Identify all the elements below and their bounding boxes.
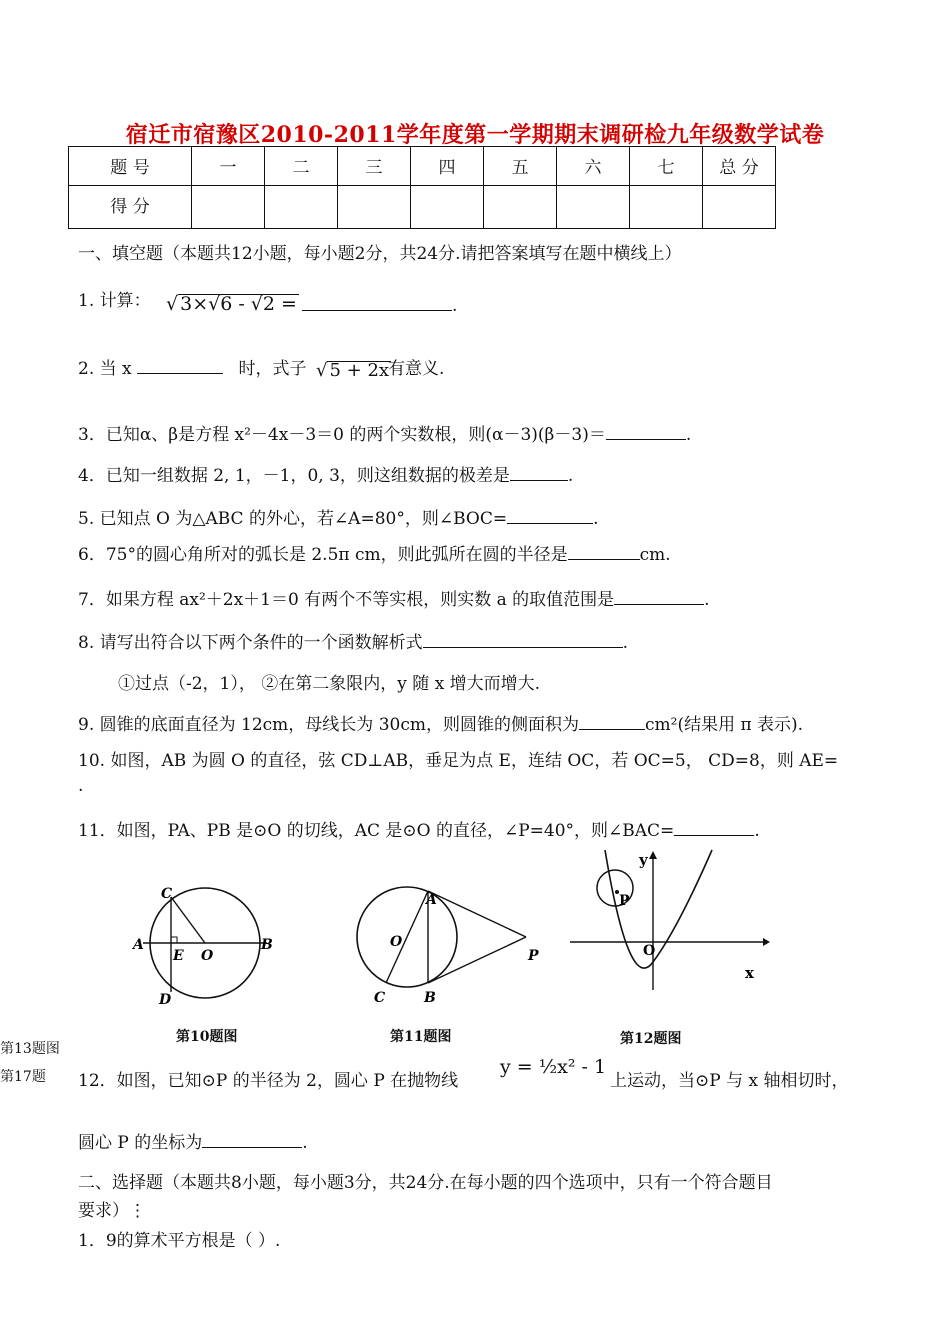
fig11-label: A [426, 892, 437, 908]
q2-number: 2. [78, 359, 95, 379]
fig11-tangent-pb [428, 937, 526, 983]
header-cell: 题 号 [69, 147, 192, 186]
fig10-segment-oc [171, 897, 205, 943]
fig11-tangent-pa [428, 891, 526, 937]
q6-answer-blank[interactable] [568, 543, 640, 560]
header-cell: 总 分 [703, 147, 776, 186]
fig11-label: B [424, 990, 436, 1006]
question-1 [78, 286, 151, 311]
header-cell: 五 [484, 147, 557, 186]
q8-conditions: ①过点（-2，1）， ②在第二象限内，y 随 x 增大而增大. [118, 674, 541, 694]
q9-answer-blank[interactable] [579, 713, 645, 730]
fig10-label: B [261, 937, 273, 953]
fig11-label: C [374, 990, 386, 1006]
question-10: 10. 如图，AB 为圆 O 的直径，弦 CD⊥AB，垂足为点 E，连结 OC，若 OC=5， CD=8，则 AE= [78, 751, 839, 771]
section2-question-1: 1．9的算术平方根是（ ）. [78, 1231, 281, 1251]
score-cell[interactable] [411, 186, 484, 229]
fig10-label: A [133, 937, 144, 953]
section2-heading: 二、选择题（本题共8小题，每小题3分，共24分.在每小题的四个选项中，只有一个符合题目 [78, 1173, 773, 1193]
question-2 [78, 354, 306, 379]
fig12-parabola [605, 850, 712, 968]
question-11: 11．如图，PA、PB 是⊙O 的切线，AC 是⊙O 的直径，∠P=40°，则∠BAC= . [78, 821, 760, 841]
fig11-label: O [390, 934, 403, 950]
score-table [68, 146, 776, 229]
figure-10 [125, 880, 285, 1010]
question-9: 9. 圆锥的底面直径为 12cm，母线长为 30cm，则圆锥的侧面积为 cm²(结果用 π 表示). [78, 715, 804, 735]
question-7: 7．如果方程 ax²＋2x＋1＝0 有两个不等实根，则实数 a 的取值范围是 . [78, 590, 710, 610]
question-6: 6．75°的圆心角所对的弧长是 2.5π cm，则此弧所在圆的半径是 cm. [78, 545, 671, 565]
header-cell: 四 [411, 147, 484, 186]
header-cell: 七 [630, 147, 703, 186]
q3-answer-blank[interactable] [606, 423, 686, 440]
q2-pre: 当 x [99, 359, 132, 379]
q2-mid: 时，式子 [238, 359, 307, 379]
question-4: 4．已知一组数据 2, 1，－1，0, 3，则这组数据的极差是 . [78, 466, 574, 486]
score-row-label: 得 分 [69, 186, 192, 229]
q4-answer-blank[interactable] [510, 464, 568, 481]
q1-answer-blank[interactable]: . [302, 294, 457, 316]
q1-expr-text: 3×√6 - √2 = [180, 293, 297, 315]
score-cell[interactable] [630, 186, 703, 229]
question-12: 12．如图，已知⊙P 的半径为 2，圆心 P 在抛物线 [78, 1071, 459, 1091]
score-table-score-row [69, 186, 776, 229]
q10-end: . [78, 776, 84, 796]
header-cell: 二 [265, 147, 338, 186]
q1-expression [166, 293, 299, 315]
fig12-label: x [745, 964, 754, 982]
fig11-label: P [528, 948, 539, 964]
sqrt-icon: √ [316, 360, 328, 381]
q2-answer-blank[interactable] [137, 357, 223, 374]
header-cell: 六 [557, 147, 630, 186]
q12-post: 上运动，当⊙P 与 x 轴相切时， [610, 1071, 849, 1091]
q7-answer-blank[interactable] [614, 588, 704, 605]
question-3: 3．已知α、β是方程 x²－4x－3＝0 的两个实数根，则(α－3)(β－3)＝ . [78, 425, 692, 445]
fig12-y-arrow-icon [649, 851, 657, 859]
fig11-caption: 第11题图 [390, 1029, 452, 1045]
fig10-label: O [201, 948, 214, 964]
question-5: 5. 已知点 O 为△ABC 的外心，若∠A=80°，则∠BOC= . [78, 509, 599, 529]
q1-number: 1. [78, 291, 95, 311]
fig12-label: O [643, 943, 656, 959]
fig12-label: P [619, 893, 630, 909]
fig10-label: D [159, 992, 172, 1008]
fig12-x-arrow-icon [763, 938, 770, 946]
section2-heading-line2: 要求）⋮ [78, 1201, 146, 1221]
q11-answer-blank[interactable] [674, 819, 754, 836]
question-8: 8. 请写出符合以下两个条件的一个函数解析式 . [78, 633, 629, 653]
fig10-label: E [173, 948, 184, 964]
q5-answer-blank[interactable] [507, 507, 593, 524]
side-note: 第13题图 [0, 1041, 60, 1057]
q1-text: 计算： [99, 291, 151, 311]
score-cell[interactable] [192, 186, 265, 229]
page-title: 宿迁市宿豫区2010-2011学年度第一学期期末调研检九年级数学试卷 [125, 122, 825, 148]
fig12-label: y [639, 851, 648, 869]
score-cell[interactable] [703, 186, 776, 229]
score-table-header-row [69, 147, 776, 186]
header-cell: 三 [338, 147, 411, 186]
q2-post: 有意义. [388, 359, 445, 379]
fig10-label: C [161, 886, 173, 902]
fig10-right-angle [171, 937, 177, 943]
q12-answer-blank[interactable] [202, 1131, 302, 1148]
q12-expression: y = ½x² - 1 [500, 1056, 607, 1078]
side-note: 第17题 [0, 1069, 46, 1085]
q2-expression: √ 5 + 2x [316, 360, 390, 381]
score-cell[interactable] [557, 186, 630, 229]
section1-heading: 一、填空题（本题共12小题，每小题2分，共24分.请把答案填写在题中横线上） [78, 244, 682, 264]
sqrt-icon: √ [166, 293, 179, 315]
score-cell[interactable] [338, 186, 411, 229]
q8-answer-blank[interactable] [423, 631, 623, 648]
q12-line2: 圆心 P 的坐标为 . [78, 1133, 308, 1153]
header-cell: 一 [192, 147, 265, 186]
score-cell[interactable] [484, 186, 557, 229]
score-cell[interactable] [265, 186, 338, 229]
figure-11 [350, 880, 550, 1010]
fig12-caption: 第12题图 [620, 1031, 682, 1047]
figure-12 [565, 845, 775, 995]
fig10-caption: 第10题图 [176, 1029, 238, 1045]
